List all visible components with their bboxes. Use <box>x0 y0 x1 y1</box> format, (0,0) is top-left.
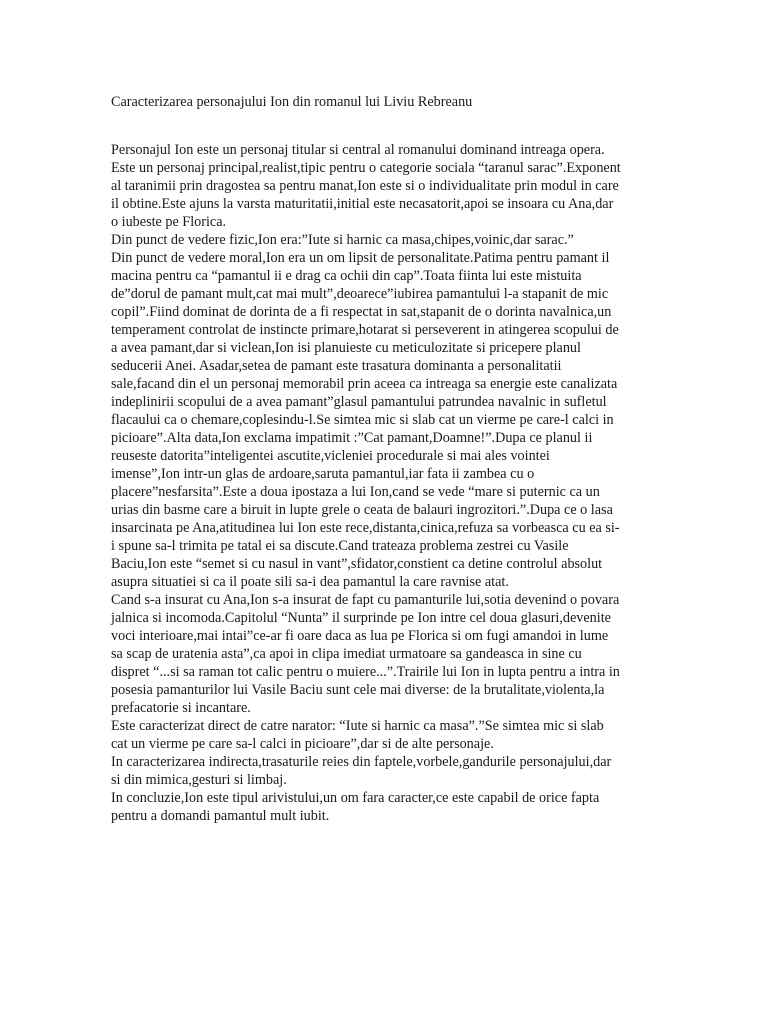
document-title: Caracterizarea personajului Ion din romanul lui Liviu Rebreanu <box>111 94 473 110</box>
body-line: In concluzie,Ion este tipul arivistului,un om fara caracter,ce este capabil de orice fapta <box>111 790 600 806</box>
body-line: copil”.Fiind dominat de dorinta de a fi respectat in sat,stapanit de o dorinta navalnica,un <box>111 304 612 320</box>
body-line: pentru a domandi pamantul mult iubit. <box>111 808 330 824</box>
body-line: al taranimii prin dragostea sa pentru manat,Ion este si o individualitate prin modul in care <box>111 178 619 194</box>
body-line: asupra situatiei si ca il poate sili sa-i dea pamantul la care ravnise atat. <box>111 574 509 590</box>
body-line: de”dorul de pamant mult,cat mai mult”,deoarece”iubirea pamantului l-a stapanit de mic <box>111 286 609 302</box>
body-line: In caracterizarea indirecta,trasaturile reies din faptele,vorbele,gandurile personajului,dar <box>111 754 612 770</box>
body-line: jalnica si incomoda.Capitolul “Nunta” il surprinde pe Ion intre cel doua glasuri,devenite <box>111 610 611 626</box>
body-line: seducerii Anei. Asadar,setea de pamant este trasatura dominanta a personalitatii <box>111 358 562 374</box>
body-line: prefacatorie si incantare. <box>111 700 251 716</box>
body-line: Din punct de vedere moral,Ion era un om lipsit de personalitate.Patima pentru pamant il <box>111 250 610 266</box>
body-line: Baciu,Ion este “semet si cu nasul in vant”,sfidator,constient ca detine controlul absolut <box>111 556 603 572</box>
body-line: cat un vierme pe care sa-l calci in picioare”,dar si de alte personaje. <box>111 736 494 752</box>
body-line: a avea pamant,dar si viclean,Ion isi planuieste cu meticulozitate si pricepere planul <box>111 340 581 356</box>
body-line: indeplinirii scopului de a avea pamant”glasul pamantului patrundea navalnic in sufletul <box>111 394 607 410</box>
body-line: Personajul Ion este un personaj titular si central al romanului dominand intreaga opera. <box>111 142 605 158</box>
body-line: Din punct de vedere fizic,Ion era:”Iute si harnic ca masa,chipes,voinic,dar sarac.” <box>111 232 574 248</box>
body-line: dispret “...si sa raman tot calic pentru o muiere...”.Trairile lui Ion in lupta pentru a intra in <box>111 664 620 680</box>
body-line: placere”nesfarsita”.Este a doua ipostaza a lui Ion,cand se vede “mare si puternic ca un <box>111 484 600 500</box>
body-line: macina pentru ca “pamantul ii e drag ca ochii din cap”.Toata fiinta lui este mistuita <box>111 268 582 284</box>
body-line: imense”,Ion intr-un glas de ardoare,saruta pamantul,iar fata ii zambea cu o <box>111 466 535 482</box>
body-line: voci interioare,mai intai”ce-ar fi oare daca as lua pe Florica si om fugi amandoi in lume <box>111 628 609 644</box>
body-line: urias din basme care a biruit in lupte grele o ceata de balauri ingrozitori.”.Dupa ce o lasa <box>111 502 613 518</box>
body-line: Cand s-a insurat cu Ana,Ion s-a insurat de fapt cu pamanturile lui,sotia devenind o povara <box>111 592 620 608</box>
body-line: flacaului ca o chemare,coplesindu-l.Se simtea mic si slab cat un vierme pe care-l calci in <box>111 412 614 428</box>
body-line: il obtine.Este ajuns la varsta maturitatii,initial este necasatorit,apoi se insoara cu Ana,dar <box>111 196 614 212</box>
body-line: sale,facand din el un personaj memorabil prin aceea ca intreaga sa energie este canalizata <box>111 376 618 392</box>
body-line: sa scap de uratenia asta”,ca apoi in clipa imediat urmatoare sa gandeasca in sine cu <box>111 646 582 662</box>
body-line: reuseste datorita”inteligentei ascutite,vicleniei procedurale si mai ales vointei <box>111 448 550 464</box>
body-line: o iubeste pe Florica. <box>111 214 227 230</box>
body-line: si din mimica,gesturi si limbaj. <box>111 772 287 788</box>
body-line: Este caracterizat direct de catre narator: “Iute si harnic ca masa”.”Se simtea mic si slab <box>111 718 604 734</box>
body-line: posesia pamanturilor lui Vasile Baciu sunt cele mai diverse: de la brutalitate,violenta,la <box>111 682 605 698</box>
body-line: temperament controlat de instincte primare,hotarat si perseverent in atingerea scopului de <box>111 322 619 338</box>
body-line: picioare”.Alta data,Ion exclama impatimit :”Cat pamant,Doamne!”.Dupa ce planul ii <box>111 430 593 446</box>
body-line: insarcinata pe Ana,atitudinea lui Ion este rece,distanta,cinica,refuza sa vorbeasca cu ea si- <box>111 520 620 536</box>
body-line: Este un personaj principal,realist,tipic pentru o categorie sociala “taranul sarac”.Exponent <box>111 160 621 176</box>
body-line: i spune sa-l trimita pe tatal ei sa discute.Cand trateaza problema zestrei cu Vasile <box>111 538 569 554</box>
